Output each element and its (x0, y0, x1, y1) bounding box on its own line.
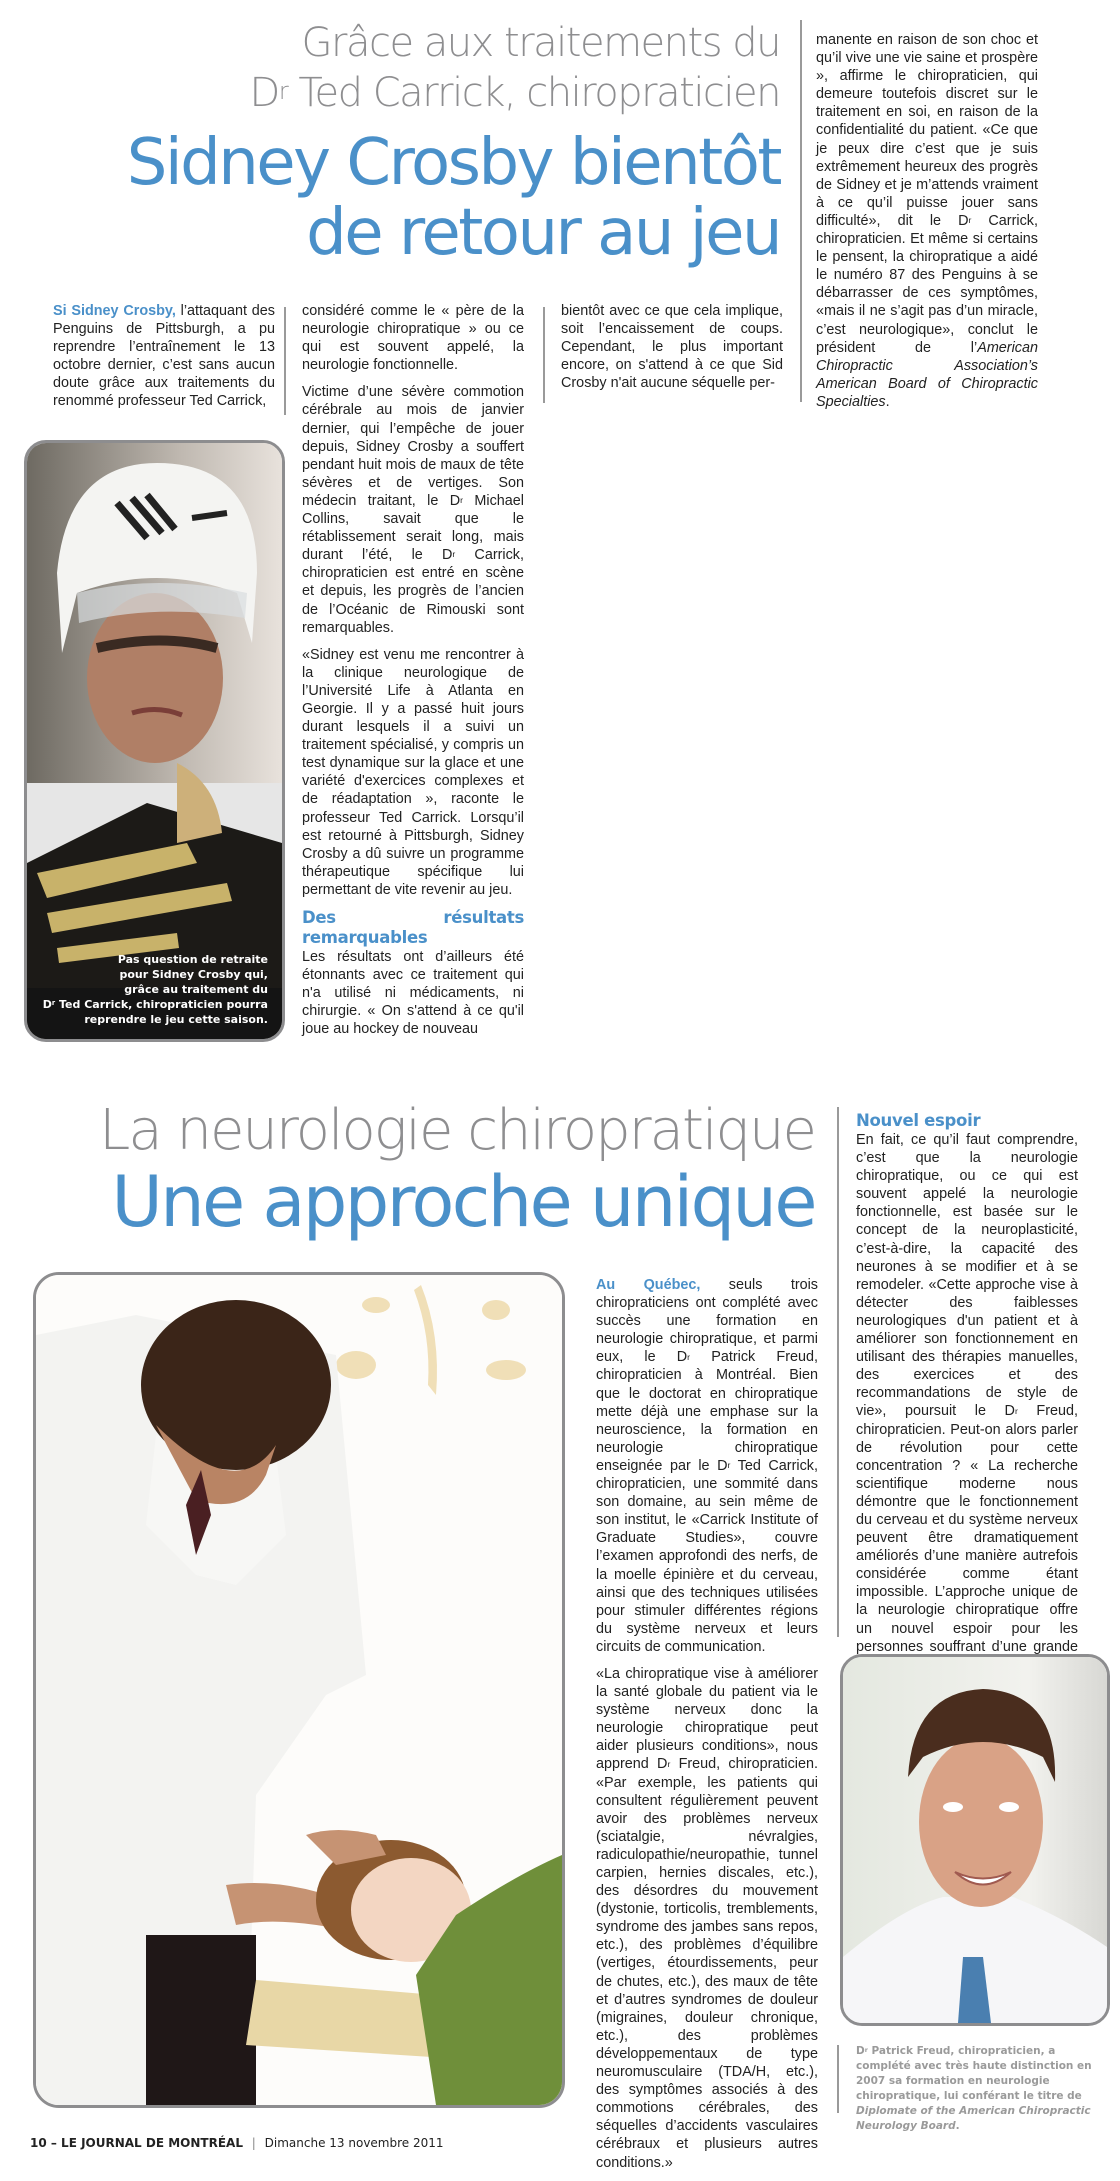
caption-dr: D (856, 2045, 865, 2057)
article1-headline-line1: Sidney Crosby bientôt (126, 126, 780, 200)
dr-sup: r (452, 549, 456, 560)
article1-kicker-line2 (120, 68, 780, 118)
dr-sup: r (864, 2047, 868, 2055)
caption-line (43, 997, 268, 1012)
article2-sidebar-subhead: Nouvel espoir (856, 1111, 981, 1130)
text-run: Ted Carrick, chiropraticien, une sommité dans son domaine, au sein même de son institut, le «Carrick Institute of Graduate Studies», couvre l’examen approfondi des nerfs, de la moelle épinière et du cerveau, ainsi que des techniques utilisées pour stimuler différentes régions du système nerveux et leurs circuits de communication. (596, 1457, 818, 1655)
article1-kicker-line1: Grâce aux traitements du (301, 20, 780, 66)
page-footer (30, 2136, 444, 2150)
article2-sidebar-text (856, 1131, 1078, 1692)
dr-sup: r (727, 1460, 731, 1471)
text-run: Patrick Freud, chiropraticien à Montréal. Bien que le doctorat en chiropratique mette déjà une emphase sur la neuroscience, la formation en neurologie chiropratique enseignée par le D (596, 1349, 818, 1474)
article2-kicker: La neurologie chiropratique (99, 1098, 815, 1163)
article1-column-3 (561, 302, 783, 401)
article1-col2-p4: Les résultats ont d’ailleurs été étonnants avec ce traitement qui n'a utilisé ni médicaments, ni chirurgie. « On s'attend à ce qu'il joue au hockey de nouveau (302, 949, 524, 1038)
article1-lead: Si Sidney Crosby, (53, 303, 176, 319)
footer-page-label: 10 – LE JOURNAL DE MONTRÉAL (30, 2136, 243, 2150)
kicker-dr-sup: r (278, 76, 288, 105)
caption-line: Pas question de retraite (117, 953, 268, 966)
text-run: seuls trois chiropraticiens ont complété avec succès une formation en neurologie chiropratique, et parmi eux, le D (596, 1277, 819, 1366)
association-name: American Chiropractic Association’s American Board of Chiropractic Specialties (816, 339, 1038, 410)
footer-separator: | (251, 2136, 256, 2150)
article2-lead: Au Québec, (596, 1277, 701, 1293)
caption-line: reprendre le jeu cette saison. (84, 1013, 268, 1026)
article1-col2-p2 (302, 383, 524, 636)
article1-col4-p1 (816, 31, 1038, 411)
chiropractic-photo (33, 1272, 565, 2108)
dr-sup: r (1014, 1405, 1018, 1416)
article1-headline (80, 128, 780, 268)
column-rule (284, 307, 286, 415)
article2-main-p1 (596, 1276, 818, 1656)
text-run: Freud, chiropraticien. «Par exemple, les patients qui consultent régulièrement peuvent avoir des problèmes nerveux (sciatalgie, névralgies, radiculopathie/neuropathie, tunnel carpien, hernies discales, etc.), des désordres du mouvement (dystonie, torticolis, tremblements, syndrome des jambes sans repos, etc.), des problèmes d’équilibre (vertiges, étourdissements, peur de chutes, etc.), des maux de tête et d’autres syndromes de douleur (migraines, douleur chronique, etc.), des problèmes développementaux de type neuromusculaire (TDA/H, etc.), des symptômes associés à des commotions cérébrales, des séquelles d’accidents vasculaires cérébraux et plusieurs autres conditions.» (596, 1756, 818, 2171)
article1-col2-p3: «Sidney est venu me rencontrer à la clinique neurologique de l’Université Life à Atlanta en Georgie. Il y a passé huit jours durant lesquels il a suivi un traitement spécialisé, y compris un test dynamique sur la glace et une variété d'exercices complexes et de réadaptation », raconte le professeur Ted Carrick. Lorsqu’il est retourné à Pittsburgh, Sidney Crosby a dû suivre un programme thérapeutique spécifique lui permettant de vite revenir au jeu. (302, 646, 524, 898)
crosby-photo-caption (43, 952, 268, 1027)
crosby-photo (24, 440, 285, 1042)
text-run: Michael Collins, savait que le rétablissement serait long, mais durant l’été, le D (302, 492, 524, 564)
column-rule (800, 20, 802, 402)
article2-sidebar (856, 1111, 1078, 1701)
text-run: Freud, chiropraticien. Peut-on alors parler de révolution pour cette concentration ? « La recherche scientifique moderne nous démontre que le fonctionnement du cerveau et du système nerveux peuvent être dramatiquement améliorés d’une manière autrefois considérée comme étant impossible. L’approche unique de la neurologie chiropratique offre un nouvel espoir pour les personnes souffrant d’une grande (856, 1403, 1079, 1655)
text-run: Patrick Freud, chiropraticien, a complété avec très haute distinction en 2007 sa formation en neurologie chiropratique, lui conférant le titre de (856, 2045, 1092, 2102)
caption-dr-sup: r (51, 999, 56, 1008)
kicker-name: Ted Carrick, chiropraticien (287, 70, 780, 116)
article2-main-column (596, 1276, 818, 2181)
caption-line: grâce au traitement du (124, 983, 268, 996)
article1-kicker (120, 18, 780, 118)
dr-sup: r (687, 1351, 691, 1362)
text-run: «La chiropratique vise à améliorer la santé globale du patient via le système nerveux donc la neurologie chiropratique peut aider plusieurs conditions», nous apprend D (596, 1665, 818, 1773)
caption-rule (837, 2045, 839, 2113)
dr-sup: r (667, 1758, 671, 1769)
article1-col3-p1: bientôt avec ce que cela implique, soit l’encaissement de coups. Cependant, le plus important encore, on s'attend à ce que Sid Crosby n'ait aucune séquelle per- (561, 303, 783, 392)
dr-sup: r (968, 215, 972, 226)
caption-text: Ted Carrick, chiropraticien pourra (55, 998, 268, 1011)
article2-main-p2 (596, 1665, 818, 2172)
caption-dr: D (42, 998, 52, 1011)
crosby-photo-image (27, 443, 282, 1039)
article1-column-2 (302, 302, 524, 1047)
kicker-dr: D (249, 70, 279, 116)
dr-sup: r (460, 495, 464, 506)
chiropractic-photo-image (36, 1275, 562, 2105)
article1-column-4 (816, 31, 1038, 420)
freud-portrait-image (843, 1657, 1107, 2023)
article2-headline: Une approche unique (111, 1161, 815, 1243)
text-run: manente en raison de son choc et qu’il vive une vie saine et prospère », affirme le chiropraticien, qui demeure toutefois discret sur le traitement en soi, en raison de la confidentialité du patient. «Ce que je peux dire c’est que je suis extrêmement heureux des progrès de Sidney et je m’attends vraiment à ce qu’il puisse jouer sans difficulté», dit le D (816, 32, 1038, 229)
article1-column-1 (53, 302, 275, 420)
column-rule (543, 307, 545, 403)
board-name: Diplomate of the American Chiropractic Neurology Board (856, 2105, 1091, 2132)
freud-portrait (840, 1654, 1110, 2026)
text-run: . (885, 393, 890, 410)
text-run: En fait, ce qu’il faut comprendre, c’est que la neurologie chiropratique, ou ce qui est souvent appelé la neurologie fonctionnelle, est basée sur le concept de la neuroplasticité, c’est-à-dire, la capacité des neurones à se modifier et à se remodeler. «Cette approche vise à détecter des faiblesses neurologiques d'un patient et à améliorer son fonctionnement en utilisant des thérapies manuelles, des exercices et des recommandations de style de vie», poursuit le D (856, 1132, 1078, 1420)
caption-line: pour Sidney Crosby qui, (119, 968, 268, 981)
text-run: Carrick, chiropraticien est entré en scène et depuis, les progrès de l’ancien de l’Océanic de Rimouski sont remarquables. (302, 547, 524, 636)
article1-headline-line2: de retour au jeu (306, 196, 780, 270)
freud-caption (856, 2044, 1096, 2134)
article1-col1-text: l’attaquant des Penguins de Pittsburgh, a pu reprendre l’entraînement le 13 octobre dernier, c’est sans aucun doute grâce aux traitements du renommé professeur Ted Carrick, (53, 303, 275, 410)
article1-col2-p1: considéré comme le « père de la neurologie chiropratique » ou ce qui est souvent appelé, la neurologie fonctionnelle. (302, 303, 524, 374)
text-run: Carrick, chiropraticien. Et même si certains le pensent, la chiropratique a aidé le numéro 87 des Penguins à se débarrasser de ces symptômes, «mais il ne s’agit pas d’un miracle, c’est neurologique», conclut le président de l’ (816, 212, 1038, 356)
text-run: . (955, 2120, 960, 2132)
column-rule (837, 1107, 839, 1637)
article1-subhead: Des résultats remarquables (302, 908, 524, 947)
footer-date: Dimanche 13 novembre 2011 (264, 2136, 444, 2150)
text-run: Victime d’une sévère commotion cérébrale au mois de janvier dernier, qui l’empêche de jouer depuis, Sidney Crosby a souffert pendant huit mois de maux de tête sévères et de vertiges. Son médecin traitant, le D (302, 384, 524, 509)
